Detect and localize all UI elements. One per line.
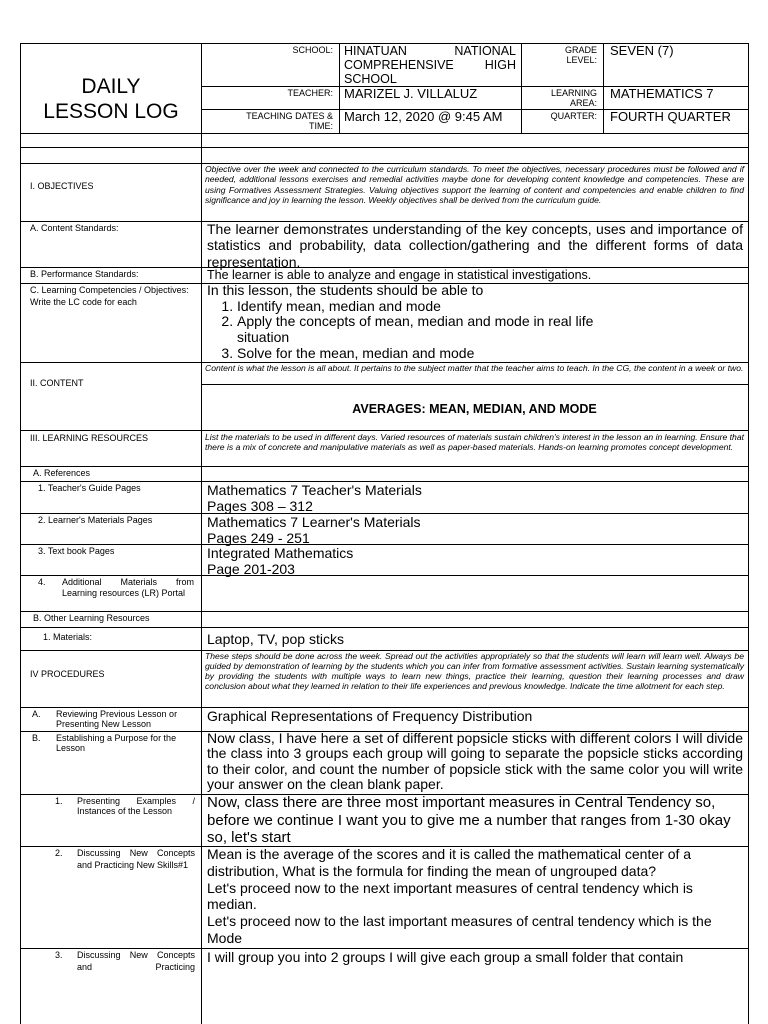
rule [521,43,522,133]
area-value: MATHEMATICS 7 [610,86,714,101]
rule [201,384,748,385]
resources-label: III. LEARNING RESOURCES [30,433,149,443]
proc-c3-num: 3. [55,950,63,960]
proc-c3-label: Discussing New Concepts and Practicing [77,950,195,972]
proc-c2-value [207,846,743,947]
rule [20,466,748,467]
rule [748,43,749,1024]
performance-standards-label: B. Performance Standards: [30,269,139,279]
proc-a-label: Reviewing Previous Lesson or Presenting New Lesson [56,709,178,730]
references-label: A. References [33,468,91,478]
tb-label: 3. Text book Pages [38,546,115,556]
competencies-label: C. Learning Competencies / Objectives: Write the LC code for each [30,285,189,307]
objectives-note: Objective over the week and connected to the curriculum standards. To meet the objectives, necessary procedures must be followed and if needed, additional lessons exercises and remedial activities maybe done for developing content knowledge and competencies. These are using Formatives Assessment Strategies. Valuing objectives support the learning of content and competencies and enable children to find significance and joy in learning the lesson. Weekly objectives shall be derived from the curriculum guide. [205,164,744,206]
competency-item: 1. Identify mean, median and mode [237,299,607,315]
proc-a-value: Graphical Representations of Frequency Distribution [207,708,533,724]
competency-item: 2. Apply the concepts of mean, median and mode in real life situation [237,314,607,345]
title-line-1: DAILY [81,75,141,98]
proc-c2-paragraph: Mean is the average of the scores and it is called the mathematical center of a distribution, What is the formula for finding the mean of ungrouped data? [207,846,692,879]
teacher-label: TEACHER: [287,88,333,98]
proc-c3-value: I will group you into 2 groups I will give each group a small folder that contain [207,949,684,965]
content-standards-label: A. Content Standards: [30,223,119,233]
school-value: HINATUAN NATIONAL COMPREHENSIVE HIGH SCHOOL [344,44,516,86]
rule [20,627,748,628]
lm-line: Pages 249 - 251 [207,530,310,547]
quarter-value: FOURTH QUARTER [610,109,731,124]
proc-c2-num: 2. [55,848,63,858]
content-standards-value: The learner demonstrates understanding of the key concepts, uses and importance of statistics and probability, data collection/gathering and the different forms of data representation. [207,221,743,270]
performance-standards-value: The learner is able to analyze and engage in statistical investigations. [207,268,592,282]
competency-item: 3. Solve for the mean, median and mode [237,346,607,362]
competencies-block [207,283,607,361]
rule [201,43,202,1024]
proc-c1-num: 1. [55,796,63,806]
procedures-note: These steps should be done across the week. Spread out the activities appropriately so that the students will learn will learn well. Always be guided by demonstration of learning by the students which you can infer from formative assessment activities. Sustain learning systematically by providing the students with multiple ways to learn new things, practice their learning, question their learning processes and draw conclusion about what they learned in relation to their life experiences and previous knowledge. Indicate the time allotment for each step. [205,651,744,692]
dates-label: TEACHING DATES & TIME: [246,111,333,132]
proc-b-label: Establishing a Purpose for the Lesson [56,733,177,754]
grade-value: SEVEN (7) [610,43,674,58]
lesson-topic: AVERAGES: MEAN, MEDIAN, AND MODE [352,402,597,416]
lm-line: Mathematics 7 Learner's Materials [207,514,421,530]
tg-line: Mathematics 7 Teacher's Materials [207,482,422,498]
proc-b-value: Now class, I have here a set of different popsicle sticks with different colors I will divide the class into 3 groups each group will going to separate the popsicle sticks according to their color, and count the number of popsicle stick with the same color you will write your answer on the clean blank paper. [207,730,743,793]
proc-a-letter: A. [32,709,41,719]
rule [20,430,748,431]
competencies-list [207,299,607,362]
rule [20,611,748,612]
proc-c2-paragraph: Let's proceed now to the last important measures of central tendency which is the Mode [207,913,712,946]
title-line-2: LESSON LOG [43,100,179,124]
rule [20,43,21,1024]
content-note: Content is what the lesson is all about. It pertains to the subject matter that the teacher aims to teach. In the CG, the content in a week or two. [205,363,744,373]
document-title [22,74,200,124]
content-label: II. CONTENT [30,378,84,388]
lm-label: 2. Learner's Materials Pages [38,515,153,525]
tb-line: Page 201-203 [207,561,295,578]
tb-value [207,545,743,578]
proc-b-letter: B. [32,733,41,743]
rule [603,43,604,133]
tg-line: Pages 308 – 312 [207,498,313,515]
area-label: LEARNING AREA: [550,88,597,109]
materials-value: Laptop, TV, pop sticks [207,631,344,647]
quarter-label: QUARTER: [550,111,597,121]
dates-value: March 12, 2020 @ 9:45 AM [344,109,503,124]
teacher-value: MARIZEL J. VILLALUZ [344,86,478,101]
rule [20,147,748,148]
tg-value [207,482,743,515]
grade-label: GRADE LEVEL: [564,45,597,66]
rule [339,43,340,133]
proc-c1-label: Presenting Examples / Instances of the Lesson [77,796,195,817]
objectives-label: I. OBJECTIVES [30,181,94,191]
proc-c2-paragraph: Let's proceed now to the next important measures of central tendency which is median. [207,879,693,913]
other-resources-label: B. Other Learning Resources [33,613,150,623]
additional-materials-label: Additional Materials from Learning resources (LR) Portal [62,577,194,598]
rule [20,133,748,134]
lm-value [207,514,743,547]
resources-note: List the materials to be used in different days. Varied resources of materials sustain children's interest in the lesson an in learning. Ensure that there is a mix of concrete and manipulative materials as well as paper-based materials. Hands-on learning promotes concept development. [205,432,744,453]
tb-line: Integrated Mathematics [207,545,354,561]
materials-label: 1. Materials: [43,632,93,642]
tg-label: 1. Teacher's Guide Pages [38,483,141,493]
school-label: SCHOOL: [292,45,333,55]
proc-c1-value: Now, class there are three most important measures in Central Tendency so, before we continue I want you to give me a number that ranges from 1-30 okay so, let's start [207,794,731,847]
procedures-label: IV PROCEDURES [30,669,105,679]
add-num: 4. [38,577,46,587]
proc-c2-label: Discussing New Concepts and Practicing New Skills#1 [77,848,195,870]
competencies-intro: In this lesson, the students should be able to [207,282,484,298]
